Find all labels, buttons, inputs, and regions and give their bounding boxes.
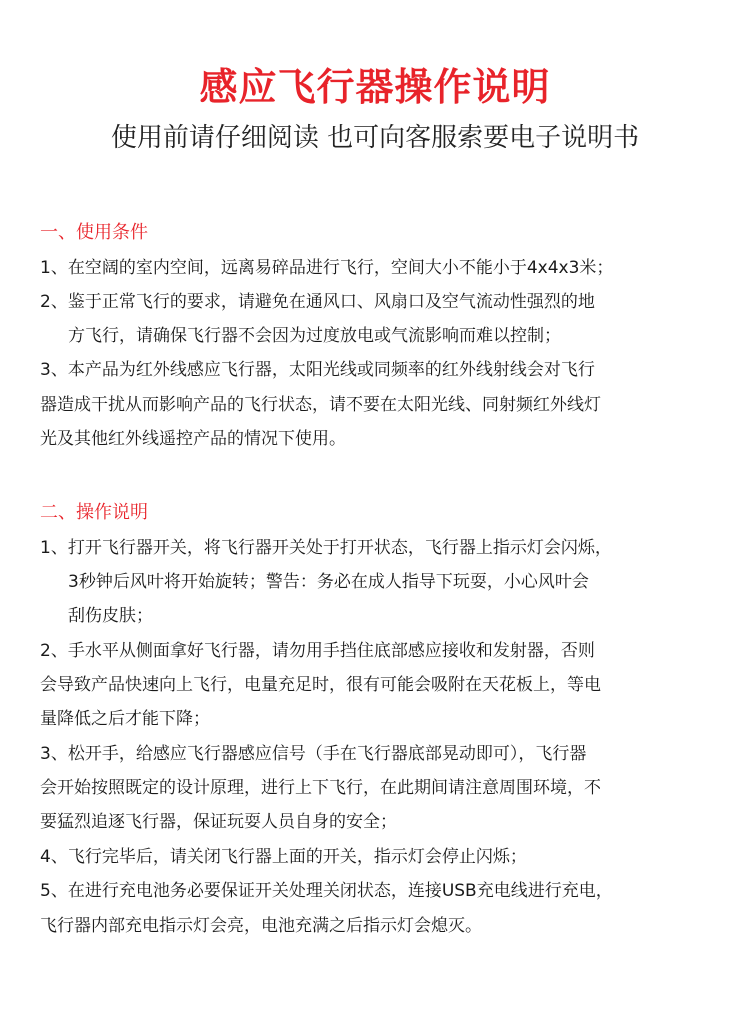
operation-instruction-line: 2、手水平从侧面拿好飞行器，请勿用手挡住底部感应接收和发射器，否则 [40, 641, 595, 661]
operation-instruction-line: 5、在进行充电池务必要保证开关处理关闭状态，连接USB充电线进行充电， [40, 881, 613, 901]
operation-instruction-line: 量降低之后才能下降； [40, 709, 210, 729]
operation-instruction-line: 刮伤皮肤； [68, 606, 153, 626]
section-heading-operation-instructions: 二、操作说明 [40, 502, 148, 523]
usage-condition-line: 3、本产品为红外线感应飞行器，太阳光线或同频率的红外线射线会对飞行 [40, 360, 595, 380]
usage-condition-line: 1、在空阔的室内空间，远离易碎品进行飞行，空间大小不能小于4x4x3米； [40, 258, 614, 278]
usage-condition-line: 光及其他红外线遥控产品的情况下使用。 [40, 429, 346, 449]
operation-instruction-line: 飞行器内部充电指示灯会亮，电池充满之后指示灯会熄灭。 [40, 916, 482, 936]
page-subtitle: 使用前请仔细阅读 也可向客服索要电子说明书 [110, 123, 640, 153]
operation-instruction-line: 3秒钟后风叶将开始旋转；警告：务必在成人指导下玩耍，小心风叶会 [68, 572, 589, 592]
section-heading-usage-conditions: 一、使用条件 [40, 222, 148, 243]
operation-instruction-line: 1、打开飞行器开关，将飞行器开关处于打开状态，飞行器上指示灯会闪烁， [40, 538, 612, 558]
usage-condition-line: 2、鉴于正常飞行的要求，请避免在通风口、风扇口及空气流动性强烈的地 [40, 292, 595, 312]
operation-instruction-line: 会导致产品快速向上飞行，电量充足时，很有可能会吸附在天花板上，等电 [40, 675, 601, 695]
operation-instruction-line: 4、飞行完毕后，请关闭飞行器上面的开关，指示灯会停止闪烁； [40, 847, 527, 867]
operation-instruction-line: 会开始按照既定的设计原理，进行上下飞行，在此期间请注意周围环境，不 [40, 778, 601, 798]
usage-condition-line: 方飞行，请确保飞行器不会因为过度放电或气流影响而难以控制； [68, 326, 561, 346]
operation-instruction-line: 3、松开手，给感应飞行器感应信号（手在飞行器底部晃动即可），飞行器 [40, 744, 587, 764]
usage-condition-line: 器造成干扰从而影响产品的飞行状态，请不要在太阳光线、同射频红外线灯 [40, 395, 601, 415]
page-title: 感应飞行器操作说明 [199, 65, 551, 109]
operation-instruction-line: 要猛烈追逐飞行器，保证玩耍人员自身的安全； [40, 812, 397, 832]
